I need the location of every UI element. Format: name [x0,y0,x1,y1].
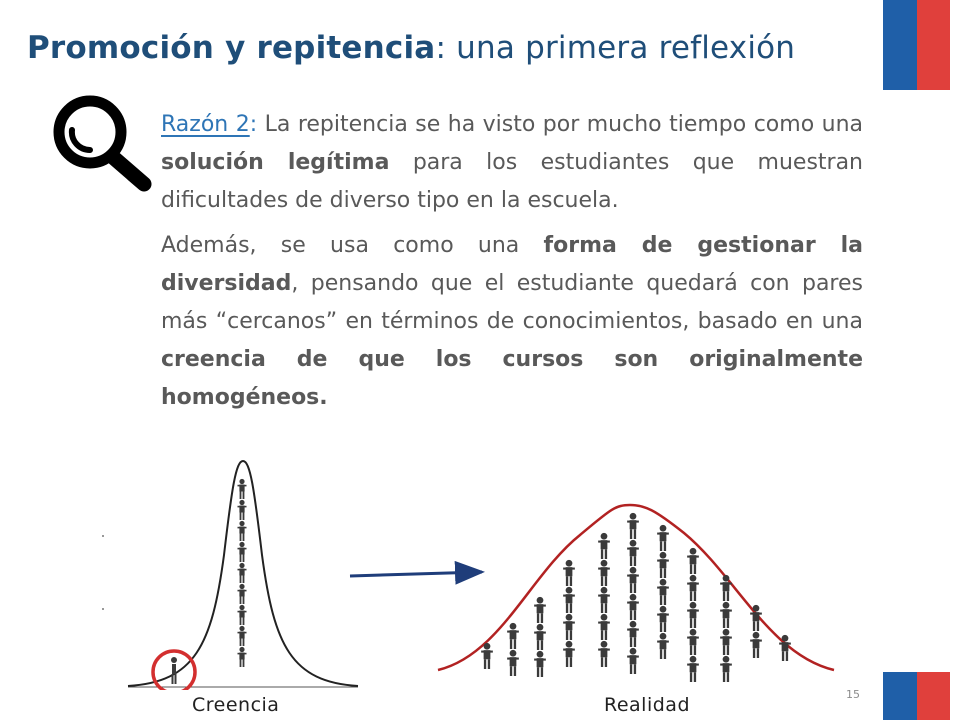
chile-flag-top-decoration [883,0,950,90]
body-text [161,106,863,417]
p1-text-1: La repitencia se ha visto por mucho tiempo como una [257,112,863,137]
left-axis-marks [102,535,104,610]
outlier-person [171,657,177,684]
magnifying-glass-icon [48,92,156,194]
reason-colon: : [249,112,258,137]
belief-vs-reality-illustration [0,455,860,690]
p2-text-2: , pensando que el estudiante quedará con pares más “cercanos” en términos de conocimientos, basado en una [161,271,863,334]
belief-label: Creencia [192,694,280,716]
transition-arrow [350,572,482,576]
paragraph-reason [161,106,863,220]
p1-bold-1: solución legítima [161,150,390,175]
reason-label: Razón 2 [161,112,250,137]
slide-title [27,30,795,66]
reality-label: Realidad [604,694,691,716]
slide-title-rest: : una primera reflexión [435,30,796,66]
page-number: 15 [846,688,860,701]
p1-text-2: para los estudiantes que muestran dificultades de diverso tipo en la escuela. [161,150,864,213]
belief-stack-people [238,479,247,667]
slide-title-bold: Promoción y repitencia [27,30,436,66]
p2-bold-2: creencia de que los cursos son originalmente homogéneos. [161,347,863,410]
paragraph-diversity [161,227,863,417]
chile-flag-bottom-decoration [883,672,950,720]
reality-stack-people [481,513,791,682]
p2-bold-1: forma de gestionar la diversidad [161,233,863,296]
p2-text-1: Además, se usa como una [161,233,544,258]
